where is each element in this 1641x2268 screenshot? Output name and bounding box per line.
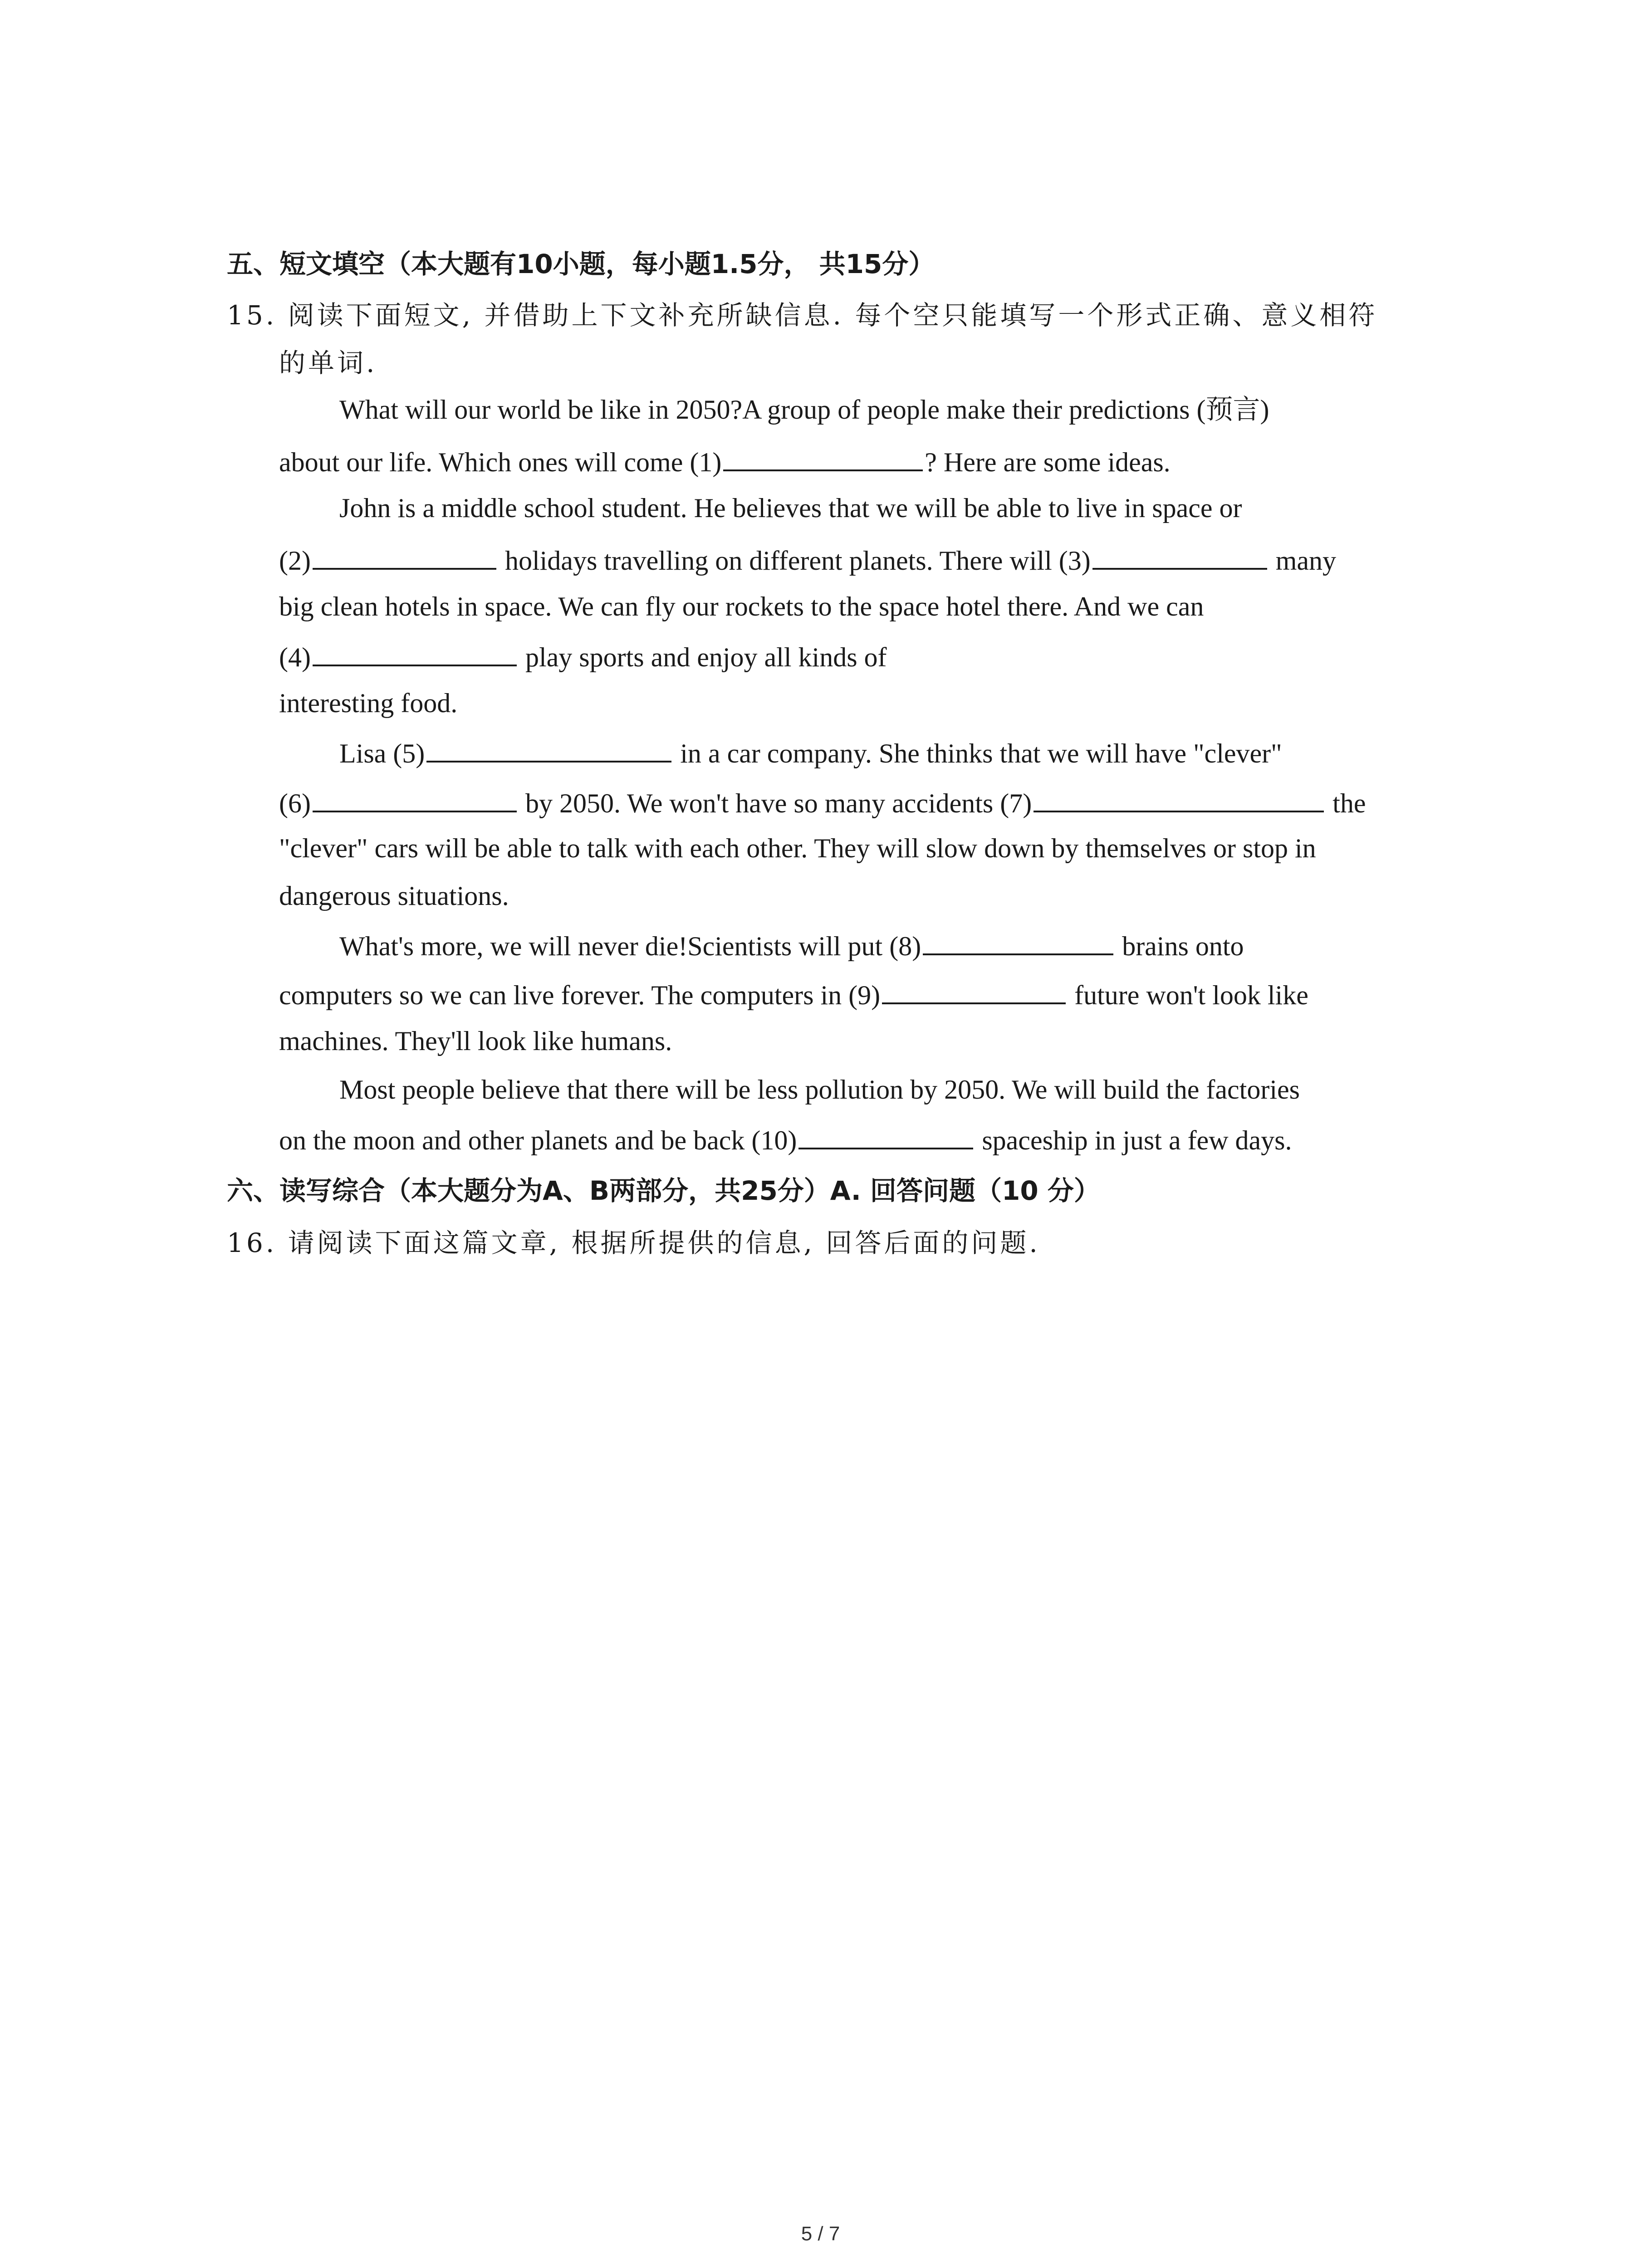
passage-text: future won't look like — [1068, 980, 1308, 1010]
answer-blank-5[interactable] — [426, 733, 671, 763]
passage-line — [279, 442, 1171, 480]
passage-line: dangerous situations. — [279, 881, 509, 911]
passage-line: machines. They'll look like humans. — [279, 1026, 672, 1056]
question-15-instruction-cont: 的单词. — [279, 347, 377, 378]
passage-text: the — [1326, 788, 1366, 818]
passage-line — [279, 1120, 1292, 1158]
passage-text: Lisa (5) — [339, 738, 425, 768]
answer-blank-9[interactable] — [882, 975, 1066, 1004]
passage-text: What's more, we will never die!Scientists will put (8) — [339, 931, 921, 961]
passage-line — [339, 926, 1244, 964]
page-number: 5 / 7 — [801, 2223, 840, 2245]
passage-text: (6) — [279, 788, 311, 818]
passage-text: ? Here are some ideas. — [925, 447, 1171, 477]
question-15-instruction: 15. 阅读下面短文, 并借助上下文补充所缺信息. 每个空只能填写一个形式正确、意义相符 — [227, 300, 1378, 331]
answer-blank-8[interactable] — [923, 926, 1113, 955]
passage-line: John is a middle school student. He believes that we will be able to live in space or — [339, 493, 1242, 523]
passage-text: by 2050. We won't have so many accidents (7) — [518, 788, 1032, 818]
passage-line — [279, 541, 1336, 579]
passage-text: play sports and enjoy all kinds of — [518, 642, 887, 672]
answer-blank-2[interactable] — [313, 541, 496, 570]
answer-blank-3[interactable] — [1092, 541, 1267, 570]
passage-line: What will our world be like in 2050?A group of people make their predictions (预言) — [339, 395, 1269, 425]
passage-line: Most people believe that there will be less pollution by 2050. We will build the factories — [339, 1075, 1300, 1105]
passage-line — [279, 783, 1366, 821]
answer-blank-4[interactable] — [313, 637, 517, 666]
passage-line: big clean hotels in space. We can fly our rockets to the space hotel there. And we can — [279, 591, 1204, 621]
passage-line: interesting food. — [279, 688, 458, 718]
passage-text: about our life. Which ones will come (1) — [279, 447, 722, 477]
passage-text: (4) — [279, 642, 311, 672]
passage-text: many — [1269, 546, 1337, 576]
passage-text: spaceship in just a few days. — [975, 1125, 1292, 1155]
passage-text: in a car company. She thinks that we will have "clever" — [673, 738, 1282, 768]
answer-blank-1[interactable] — [723, 442, 923, 471]
passage-line — [279, 975, 1308, 1013]
answer-blank-7[interactable] — [1034, 783, 1324, 812]
section-6-heading: 六、读写综合（本大题分为A、B两部分，共25分）A. 回答问题（10 分） — [227, 1175, 1100, 1206]
passage-text: computers so we can live forever. The computers in (9) — [279, 980, 881, 1010]
answer-blank-10[interactable] — [798, 1120, 973, 1149]
passage-text: brains onto — [1115, 931, 1244, 961]
question-16-instruction: 16. 请阅读下面这篇文章, 根据所提供的信息, 回答后面的问题. — [227, 1227, 1040, 1258]
passage-line: "clever" cars will be able to talk with each other. They will slow down by themselves or stop in — [279, 833, 1316, 863]
passage-line — [279, 637, 887, 675]
passage-text: (2) — [279, 546, 311, 576]
answer-blank-6[interactable] — [313, 783, 517, 812]
passage-line — [339, 733, 1282, 772]
section-5-heading: 五、短文填空（本大题有10小题，每小题1.5分， 共15分） — [227, 249, 935, 279]
passage-text: holidays travelling on different planets. There will (3) — [498, 546, 1091, 576]
passage-text: on the moon and other planets and be back (10) — [279, 1125, 797, 1155]
